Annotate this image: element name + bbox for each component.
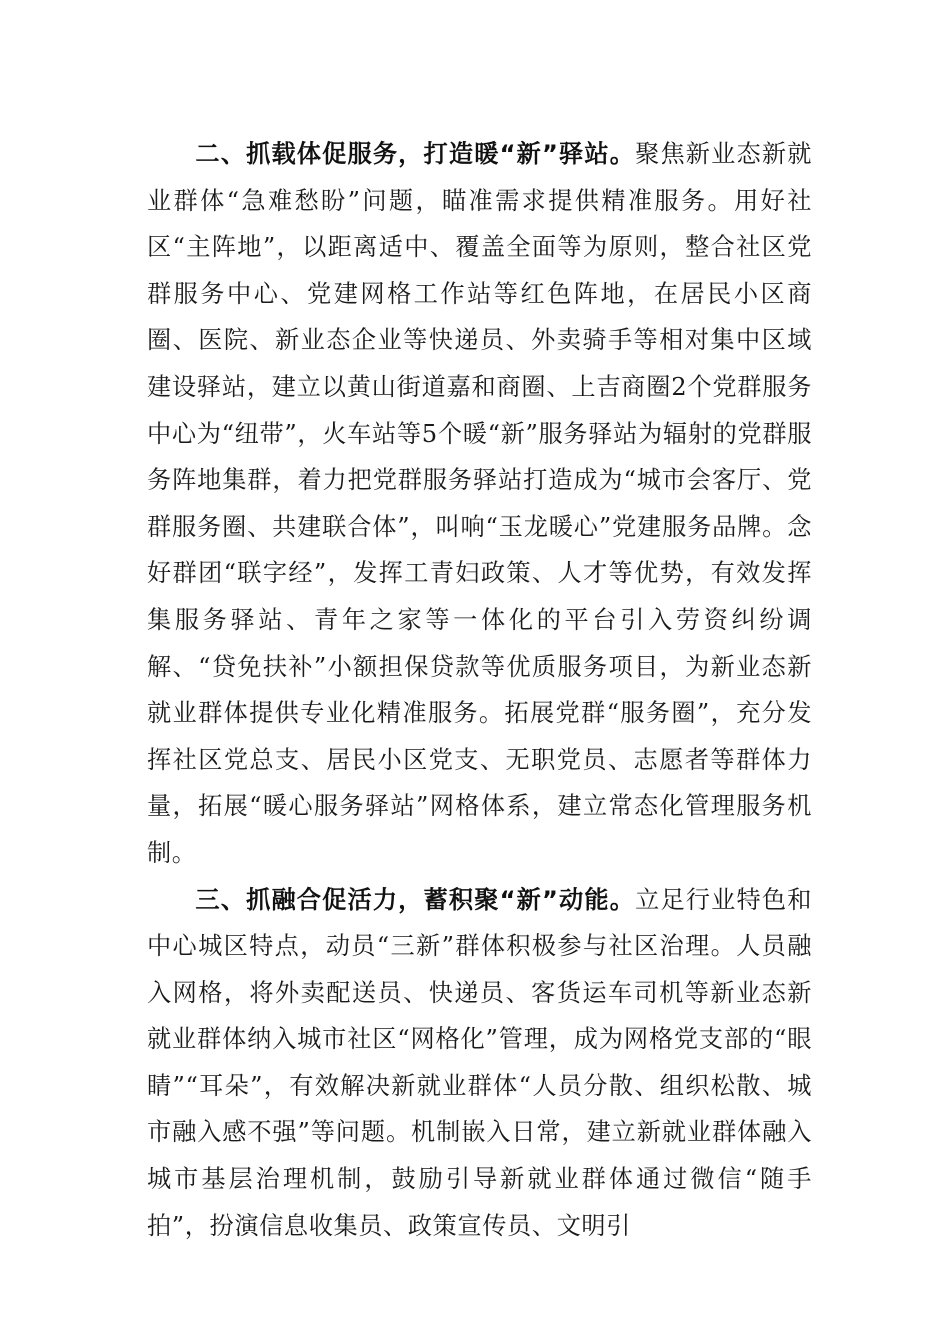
document-body	[147, 131, 812, 1249]
section-three-text: 立足行业特色和中心城区特点，动员“三新”群体积极参与社区治理。人员融入网格，将外卖配送员、快递员、客货运车司机等新业态新就业群体纳入城市社区“网格化”管理，成为网格党支部的“眼睛”“耳朵”，有效解决新就业群体“人员分散、组织松散、城市融入感不强”等问题。机制嵌入日常，建立新就业群体融入城市基层治理机制，鼓励引导新就业群体通过微信“随手拍”，扮演信息收集员、政策宣传员、文明引	[147, 885, 812, 1240]
paragraph-section-three	[147, 877, 812, 1250]
section-two-text: 聚焦新业态新就业群体“急难愁盼”问题，瞄准需求提供精准服务。用好社区“主阵地”，以距离适中、覆盖全面等为原则，整合社区党群服务中心、党建网格工作站等红色阵地，在居民小区商圈、医院、新业态企业等快递员、外卖骑手等相对集中区域建设驿站，建立以黄山街道嘉和商圈、上吉商圈2个党群服务中心为“纽带”，火车站等5个暖“新”服务驿站为辐射的党群服务阵地集群，着力把党群服务驿站打造成为“城市会客厅、党群服务圈、共建联合体”，叫响“玉龙暖心”党建服务品牌。念好群团“联字经”，发挥工青妇政策、人才等优势，有效发挥集服务驿站、青年之家等一体化的平台引入劳资纠纷调解、“贷免扶补”小额担保贷款等优质服务项目，为新业态新就业群体提供专业化精准服务。拓展党群“服务圈”，充分发挥社区党总支、居民小区党支、无职党员、志愿者等群体力量，拓展“暖心服务驿站”网格体系，建立常态化管理服务机制。	[147, 140, 812, 867]
paragraph-section-two	[147, 131, 812, 877]
section-three-heading: 三、抓融合促活力，蓄积聚“新”动能。	[195, 885, 636, 914]
section-two-heading: 二、抓载体促服务，打造暖“新”驿站。	[195, 140, 636, 168]
